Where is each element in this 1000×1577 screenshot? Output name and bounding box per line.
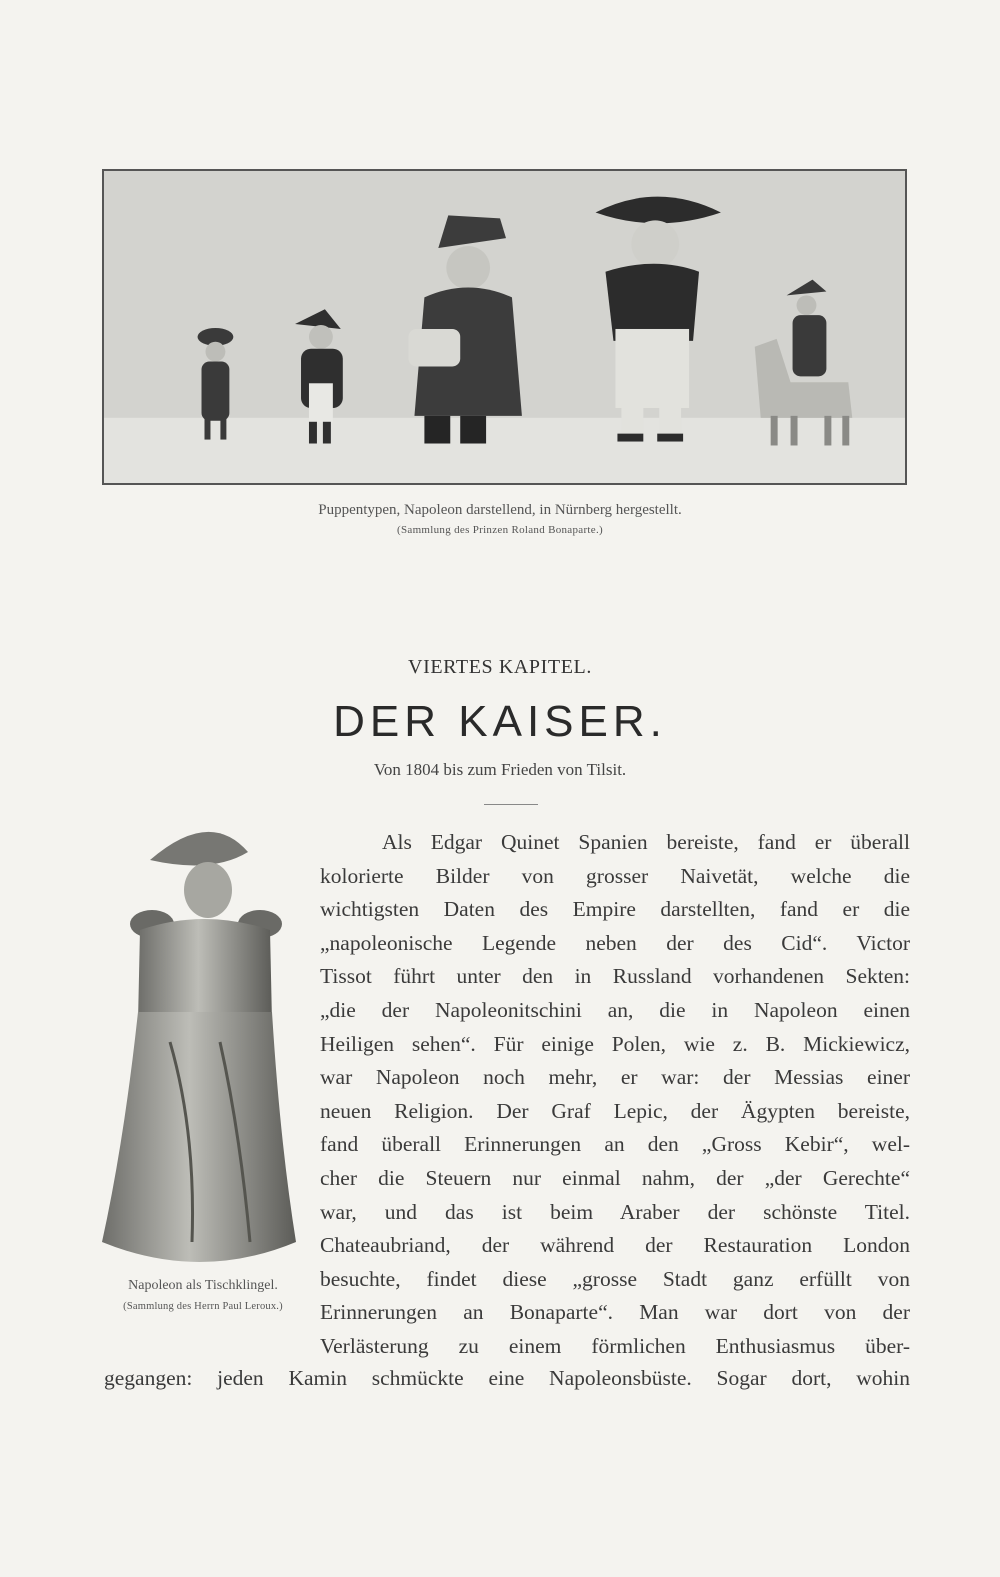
top-figure-source: (Sammlung des Prinzen Roland Bonaparte.): [397, 524, 603, 536]
text-line: war, und das ist beim Araber der schönste Titel.: [320, 1199, 910, 1224]
top-figure-caption: Puppentypen, Napoleon darstellend, in Nürnberg hergestellt.: [318, 502, 682, 518]
text-line: „die der Napoleonitschini an, die in Napoleon einen: [320, 997, 910, 1022]
text-line-full-width: gegangen: jeden Kamin schmückte eine Napoleonsbüste. Sogar dort, wohin: [104, 1366, 910, 1390]
text-line: „napoleonische Legende neben der des Cid“. Victor: [320, 930, 910, 955]
text-line: cher die Steuern nur einmal nahm, der „der Gerechte“: [320, 1165, 910, 1190]
table-bell-figure: [100, 812, 300, 1272]
text-line: Erinnerungen an Bonaparte“. Man war dort von der: [320, 1300, 910, 1325]
chapter-subtitle: Von 1804 bis zum Frieden von Tilsit.: [373, 760, 627, 779]
chapter-title: DER KAISER.: [333, 697, 667, 746]
doll-photograph: [102, 169, 907, 485]
text-line: war Napoleon noch mehr, er war: der Messias einer: [320, 1065, 910, 1090]
text-line: Tissot führt unter den in Russland vorhandenen Sekten:: [320, 964, 910, 989]
doll-photograph-illustration: [104, 171, 905, 483]
table-bell-illustration: [100, 812, 300, 1272]
text-line: Verlästerung zu einem förmlichen Enthusiasmus über-: [320, 1333, 910, 1358]
text-line: kolorierte Bilder von grosser Naivetät, welche die: [320, 863, 910, 888]
text-line: Als Edgar Quinet Spanien bereiste, fand er überall: [382, 830, 910, 854]
left-figure-caption: Napoleon als Tischklingel.: [128, 1278, 278, 1293]
text-line: Chateaubriand, der während der Restauration London: [320, 1233, 910, 1258]
text-line: neuen Religion. Der Graf Lepic, der Ägypten bereiste,: [320, 1098, 910, 1123]
chapter-label: VIERTES KAPITEL.: [408, 656, 592, 678]
text-line: wichtigsten Daten des Empire darstellten, fand er die: [320, 897, 910, 922]
left-figure-source: (Sammlung des Herrn Paul Leroux.): [123, 1301, 283, 1312]
text-line: Heiligen sehen“. Für einige Polen, wie z. B. Mickiewicz,: [320, 1031, 910, 1056]
text-line: besuchte, findet diese „grosse Stadt ganz erfüllt von: [320, 1266, 910, 1291]
text-line: fand überall Erinnerungen an den „Gross Kebir“, wel-: [320, 1132, 910, 1157]
section-divider: [484, 804, 538, 805]
body-text: [320, 826, 910, 1364]
